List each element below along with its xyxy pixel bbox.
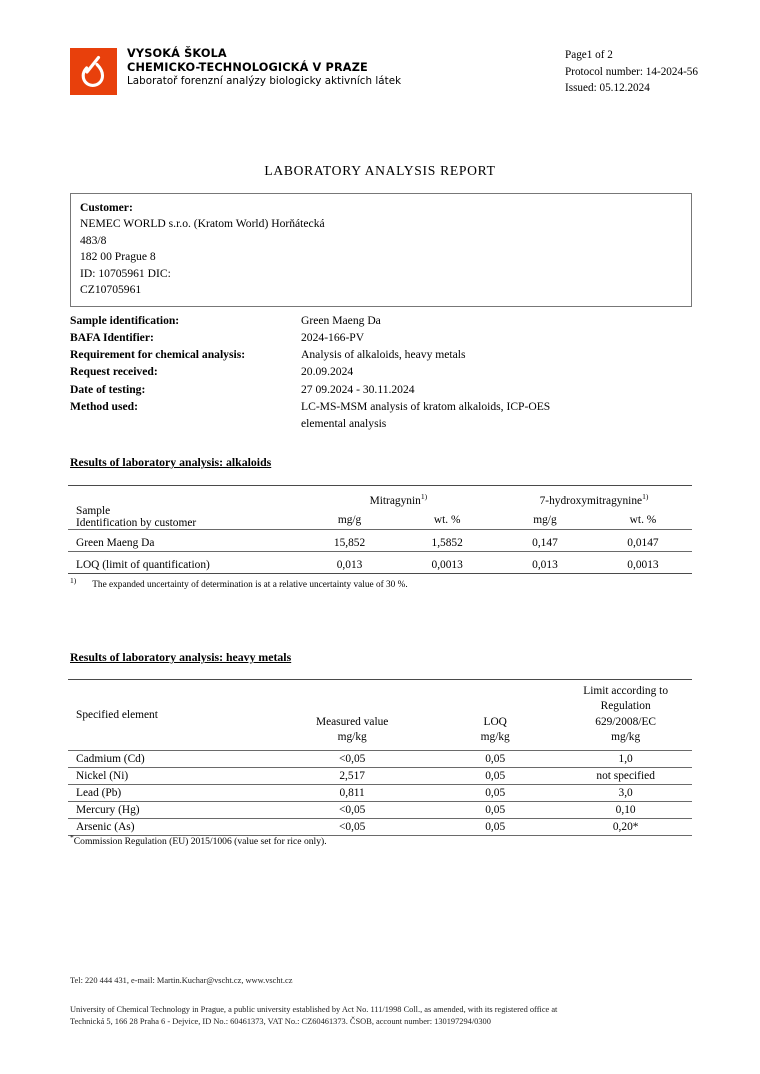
flask-droplet-icon (70, 48, 117, 95)
row-limit: 0,10 (615, 803, 636, 816)
customer-line-4: ID: 10705961 DIC: (80, 266, 171, 280)
customer-line-3: 182 00 Prague 8 (80, 250, 156, 264)
unit-mitragynine-wt: wt. % (433, 514, 461, 526)
loq-header-unit: mg/kg (480, 731, 510, 744)
footer-contact: Tel: 220 444 431, e-mail: Martin.Kuchar@vscht.cz, www.vscht.cz (70, 976, 293, 985)
sample-info-value: LC-MS-MSM analysis of kratom alkaloids, ICP-OES (301, 399, 551, 413)
row-hydroxy-wt: 0,0147 (627, 537, 659, 549)
sample-information (70, 312, 692, 432)
row-element: Arsenic (As) (76, 820, 135, 833)
sample-info-value: 27 09.2024 - 30.11.2024 (301, 382, 415, 396)
table-bottom-border-row (68, 574, 692, 576)
row-hydroxy-wt: 0,0013 (627, 559, 659, 571)
row-loq: 0,05 (485, 803, 506, 816)
page-header (70, 46, 698, 97)
table-row (68, 530, 692, 552)
row-sample-name: Green Maeng Da (76, 537, 155, 549)
row-limit: 3,0 (618, 786, 633, 799)
row-sample-name: LOQ (limit of quantification) (76, 559, 210, 571)
limit-header-line-1: Limit according to (583, 685, 669, 697)
customer-label: Customer: (80, 201, 133, 214)
customer-line-5: CZ10705961 (80, 283, 142, 297)
institution-logo (70, 46, 401, 95)
analyte-1-header: Mitragynin$^{1)}$ (369, 492, 428, 507)
row-hydroxy-mgg: 0,013 (532, 559, 558, 571)
sample-info-row (70, 363, 692, 380)
table-row (68, 750, 692, 767)
alkaloids-section-heading: Results of laboratory analysis: alkaloids (70, 455, 272, 469)
alkaloids-footnote-text: The expanded uncertainty of determination is at a relative uncertainty value of 30 %. (92, 580, 408, 591)
customer-box (70, 193, 692, 307)
table-row (68, 552, 692, 574)
table-row (68, 801, 692, 818)
row-hydroxy-mgg: 0,147 (532, 537, 558, 549)
limit-header-unit: mg/kg (611, 731, 641, 744)
row-measured: <0,05 (338, 752, 366, 765)
heavy-metals-limit-header (559, 680, 692, 751)
alkaloids-sample-header (68, 486, 301, 530)
sample-info-value: Analysis of alkaloids, heavy metals (301, 348, 466, 362)
sample-info-row (70, 381, 692, 398)
row-element: Lead (Pb) (76, 786, 122, 799)
row-limit: not specified (596, 769, 655, 782)
heavy-metals-table (68, 679, 692, 837)
sample-info-row (70, 312, 692, 329)
unit-hydroxy-wt: wt. % (629, 514, 657, 526)
unit-hydroxy-mgg: mg/g (533, 514, 557, 526)
analyte-2-footnote-marker: 1) (642, 492, 649, 502)
footer-legal-line-1: University of Chemical Technology in Prague, a public university established by Act No. 111/1998 Coll., as amended, with its registered office at (70, 1005, 558, 1014)
row-loq: 0,05 (485, 752, 506, 765)
table-row (68, 784, 692, 801)
heavy-metals-footnote (70, 833, 327, 849)
sample-info-row (70, 398, 692, 415)
sample-info-key: BAFA Identifier: (70, 331, 154, 345)
row-mitragynine-mgg: 15,852 (333, 537, 366, 549)
row-mitragynine-mgg: 0,013 (336, 559, 363, 571)
protocol-number: Protocol number: 14-2024-56 (565, 65, 698, 78)
row-element: Mercury (Hg) (76, 803, 140, 816)
alkaloids-footnote-marker: 1) (70, 576, 77, 585)
page-number: Page1 of 2 (565, 49, 613, 61)
analyte-2-header: 7-hydroxymitragynine$^{1)}$ (539, 492, 649, 507)
sample-info-key: Date of testing: (70, 382, 146, 396)
table-header-row (68, 680, 692, 751)
limit-header-line-3: 629/2008/EC (595, 715, 657, 728)
row-element: Nickel (Ni) (76, 769, 129, 782)
issued-date: Issued: 05.12.2024 (565, 82, 650, 95)
row-measured: <0,05 (338, 820, 366, 833)
table-bottom-rule (68, 574, 692, 576)
heavy-metals-loq-header (431, 680, 559, 751)
measured-header-line-1: Measured value (315, 715, 389, 728)
row-measured: 0,811 (339, 786, 365, 799)
row-limit: 0,20* (612, 820, 639, 833)
measured-header-unit: mg/kg (337, 731, 367, 744)
footer-legal-line-2: Technická 5, 166 28 Praha 6 - Dejvice, ID No.: 60461373, VAT No.: CZ60461373. ČSOB, account number: 130197294/0300 (70, 1017, 491, 1027)
sample-info-value: 20.09.2024 (301, 365, 354, 379)
analyte-1-footnote-marker: 1) (420, 492, 428, 502)
sample-info-key: Sample identification: (70, 314, 180, 327)
logo-line-2: CHEMICKO-TECHNOLOGICKÁ V PRAZE (127, 60, 368, 74)
document-meta (565, 46, 698, 97)
sample-info-value: 2024-166-PV (301, 331, 365, 345)
heavy-metals-footnote-marker: * (70, 833, 74, 842)
unit-mitragynine-mgg: mg/g (337, 514, 362, 526)
heavy-metals-footnote-text: Commission Regulation (EU) 2015/1006 (value set for rice only). (73, 836, 327, 848)
sample-info-row (70, 329, 692, 346)
customer-line-1: NEMEC WORLD s.r.o. (Kratom World) Horňátecká (80, 217, 325, 231)
alkaloids-footnote (70, 576, 408, 591)
row-loq: 0,05 (485, 786, 506, 799)
limit-header-line-2: Regulation (600, 700, 651, 713)
page-title: LABORATORY ANALYSIS REPORT (264, 163, 496, 178)
table-row (68, 767, 692, 784)
alkaloids-table (68, 485, 692, 575)
row-loq: 0,05 (485, 769, 506, 782)
sample-header-line-2: Identification by customer (76, 517, 197, 529)
loq-header-line-1: LOQ (483, 715, 507, 728)
row-element: Cadmium (Cd) (76, 752, 145, 765)
logo-line-3: Laboratoř forenzní analýzy biologicky aktivních látek (127, 74, 402, 87)
institution-name (127, 46, 401, 87)
table-header-row (68, 486, 692, 508)
logo-line-1: VYSOKÁ ŠKOLA (127, 47, 227, 60)
sample-info-key: Method used: (70, 399, 138, 413)
sample-header-line-1: Sample (76, 505, 111, 517)
footer-legal (70, 1004, 695, 1028)
sample-info-value-continued: elemental analysis (301, 416, 387, 430)
customer-line-2: 483/8 (80, 233, 107, 247)
heavy-metals-section-heading: Results of laboratory analysis: heavy metals (70, 650, 292, 664)
row-limit: 1,0 (618, 752, 633, 765)
row-measured: <0,05 (338, 803, 366, 816)
row-measured: 2,517 (339, 769, 365, 782)
row-mitragynine-wt: 0,0013 (431, 559, 463, 571)
sample-info-row (70, 346, 692, 363)
row-mitragynine-wt: 1,5852 (431, 537, 463, 549)
sample-info-key: Request received: (70, 365, 158, 379)
heavy-metals-element-header: Specified element (76, 708, 158, 721)
row-loq: 0,05 (485, 820, 506, 833)
sample-info-value: Green Maeng Da (301, 314, 381, 327)
sample-info-key: Requirement for chemical analysis: (70, 348, 246, 362)
heavy-metals-measured-header (273, 680, 431, 751)
